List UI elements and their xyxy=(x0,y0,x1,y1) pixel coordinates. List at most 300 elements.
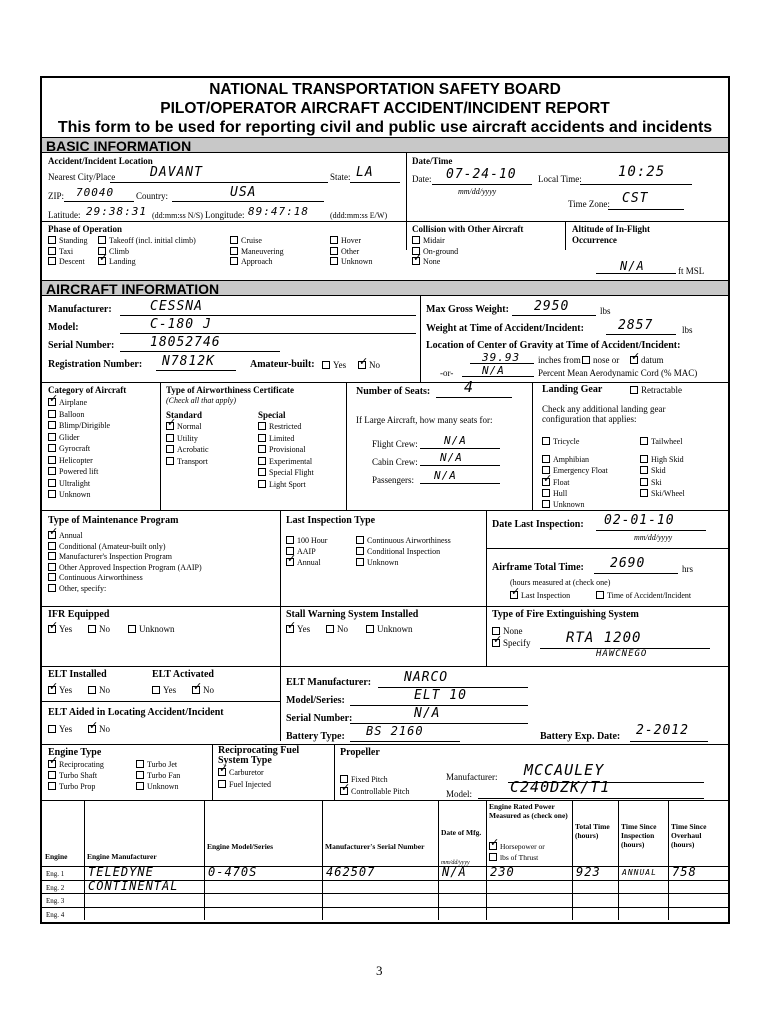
checkbox[interactable] xyxy=(258,480,266,488)
stall-no[interactable] xyxy=(326,624,348,634)
checkbox-label: Gyrocraft xyxy=(59,444,91,453)
cg-mac-value[interactable]: N/A xyxy=(482,364,505,377)
checkbox[interactable] xyxy=(166,422,174,430)
checkbox-label: Reciprocating xyxy=(59,760,104,769)
altitude-heading-2: Occurrence xyxy=(572,235,617,245)
checkbox[interactable] xyxy=(48,625,56,633)
fuel-heading-2: System Type xyxy=(218,755,272,766)
elt-installed-heading: ELT Installed xyxy=(48,669,107,680)
checkbox[interactable] xyxy=(542,478,550,486)
form-title: PILOT/OPERATOR AIRCRAFT ACCIDENT/INCIDENT REPORT xyxy=(160,100,610,117)
gear-float[interactable] xyxy=(542,478,569,488)
engine-table-header-2: Engine Model/Series xyxy=(207,842,274,851)
prop-model-label: Model: xyxy=(446,789,472,799)
checkbox-label: High Skid xyxy=(651,455,684,464)
checkbox[interactable] xyxy=(48,456,56,464)
flight-crew-value[interactable]: N/A xyxy=(444,434,467,447)
gear-unknown[interactable] xyxy=(542,500,585,510)
elt-battery-label: Battery Type: xyxy=(286,731,345,742)
checkbox[interactable] xyxy=(48,490,56,498)
manufacturer-value[interactable]: CESSNA xyxy=(150,299,203,314)
checkbox[interactable] xyxy=(48,531,56,539)
gear-skid[interactable] xyxy=(640,466,666,476)
checkbox-label: Standing xyxy=(59,236,88,245)
checkbox-label: Normal xyxy=(177,422,202,431)
fire-value-1[interactable]: RTA 1200 xyxy=(566,630,642,646)
checkbox-label: Light Sport xyxy=(269,479,306,489)
engine-cell-power[interactable]: 230 xyxy=(490,865,515,879)
checkbox[interactable] xyxy=(258,445,266,453)
category-gyrocraft[interactable] xyxy=(48,444,90,454)
latitude-label: Latitude: xyxy=(48,210,81,220)
aw-special-special-flight[interactable] xyxy=(258,468,314,478)
elt-mfr-value[interactable]: NARCO xyxy=(404,670,449,685)
checkbox-label: No xyxy=(99,624,110,634)
amateur-label: Amateur-built: xyxy=(250,359,315,370)
registration-label: Registration Number: xyxy=(48,359,143,370)
prop-mfr-value[interactable]: MCCAULEY xyxy=(524,761,605,779)
ifr-heading: IFR Equipped xyxy=(48,609,110,620)
checkbox[interactable] xyxy=(542,489,550,497)
last-insp-annual[interactable] xyxy=(286,558,321,568)
engine-power-lbs-of-thrust[interactable] xyxy=(489,853,538,863)
checkbox[interactable] xyxy=(48,410,56,418)
engine-cell-since_insp[interactable]: ANNUAL xyxy=(622,868,657,877)
prop-fixed[interactable]: Fixed Pitch xyxy=(340,775,388,785)
weight-at-time-label: Weight at Time of Accident/Incident: xyxy=(426,323,584,334)
maint-manufacturer-s-inspection-program[interactable] xyxy=(48,552,172,562)
checkbox[interactable] xyxy=(230,247,238,255)
engine-cell-date[interactable]: N/A xyxy=(442,865,467,879)
engine-type-turbo-jet[interactable] xyxy=(136,760,177,770)
elt-mfr-label: ELT Manufacturer: xyxy=(286,677,372,688)
checkbox-label: Continuous Airworthiness xyxy=(367,536,451,545)
country-value[interactable]: USA xyxy=(230,185,257,200)
checkbox[interactable] xyxy=(48,247,56,255)
local-time-label: Local Time: xyxy=(538,174,582,184)
cg-datum[interactable]: ✓ datum xyxy=(630,355,664,365)
checkbox-label: Tricycle xyxy=(553,437,580,446)
checkbox[interactable] xyxy=(128,625,136,633)
checkbox[interactable] xyxy=(640,455,648,463)
checkbox[interactable] xyxy=(230,257,238,265)
latitude-format: (dd:mm:ss N/S) xyxy=(152,211,203,220)
checkbox[interactable] xyxy=(48,398,56,406)
checkbox[interactable] xyxy=(640,437,648,445)
cg-nose[interactable]: nose or xyxy=(582,355,619,365)
checkbox-label: Unknown xyxy=(139,624,175,634)
gear-amphibian[interactable] xyxy=(542,455,589,465)
seats-value[interactable]: 4 xyxy=(464,378,475,396)
checkbox[interactable] xyxy=(88,625,96,633)
time-zone-label: Time Zone: xyxy=(568,199,610,209)
category-ultralight[interactable] xyxy=(48,479,90,489)
section-aircraft-information: AIRCRAFT INFORMATION xyxy=(42,280,728,296)
checkbox-label: Cruise xyxy=(241,236,262,245)
gear-hull[interactable] xyxy=(542,489,567,499)
elt-installed-yes[interactable]: ✓Yes xyxy=(48,685,72,695)
checkbox-label: Acrobatic xyxy=(177,445,209,454)
checkbox[interactable] xyxy=(48,257,56,265)
checkbox-label: Experimental xyxy=(269,456,313,466)
special-label: Special xyxy=(258,410,286,420)
gear-tailwheel[interactable] xyxy=(640,437,682,447)
checkbox[interactable] xyxy=(166,434,174,442)
stall-yes[interactable] xyxy=(286,624,310,634)
aw-special-experimental[interactable] xyxy=(258,457,312,467)
phase-cruise[interactable] xyxy=(230,236,262,246)
latitude-value[interactable]: 29:38:31 xyxy=(86,205,147,218)
checkbox-label: Conditional Inspection xyxy=(367,547,441,556)
zip-label: ZIP: xyxy=(48,191,65,201)
date-value[interactable]: 07-24-10 xyxy=(446,167,517,182)
elt-exp-label: Battery Exp. Date: xyxy=(540,731,621,742)
phase-standing[interactable] xyxy=(48,236,87,246)
amateur-yes[interactable]: Yes xyxy=(322,360,346,370)
checkbox[interactable] xyxy=(489,842,497,850)
maint-conditional-amateur-built-only[interactable] xyxy=(48,542,166,552)
phase-takeoff-incl-initial-climb[interactable] xyxy=(98,236,196,246)
checkbox[interactable] xyxy=(330,236,338,244)
weight-at-time-value[interactable]: 2857 xyxy=(618,318,654,333)
phase-unknown[interactable] xyxy=(330,257,373,267)
fuel-carburetor[interactable]: ✓Carburetor xyxy=(218,768,264,778)
checkbox[interactable] xyxy=(136,782,144,790)
fuel-injected[interactable]: Fuel Injected xyxy=(218,780,271,790)
checkbox[interactable] xyxy=(330,247,338,255)
aw-special-limited[interactable] xyxy=(258,434,294,444)
engine-type-reciprocating[interactable] xyxy=(48,760,104,770)
phase-other[interactable] xyxy=(330,247,359,257)
checkbox-label: Limited xyxy=(269,433,295,443)
retractable[interactable]: Retractable xyxy=(630,385,682,395)
checkbox[interactable] xyxy=(640,478,648,486)
category-balloon[interactable] xyxy=(48,410,84,420)
checkbox-label: Hover xyxy=(341,236,361,245)
checkbox[interactable] xyxy=(330,257,338,265)
engine-type-turbo-prop[interactable] xyxy=(48,782,95,792)
checkbox-label: Helicopter xyxy=(59,455,93,465)
ifr-no[interactable] xyxy=(88,624,110,634)
category-airplane[interactable] xyxy=(48,398,87,408)
elt-activated-yes[interactable]: Yes xyxy=(152,685,176,695)
maint-other-approved-inspection-program-aaip[interactable] xyxy=(48,563,202,573)
checkbox-label: Unknown xyxy=(341,257,373,266)
time-zone-value[interactable]: CST xyxy=(622,191,649,206)
last-insp-unknown[interactable] xyxy=(356,558,399,568)
engine-power-horsepower-or[interactable] xyxy=(489,842,545,852)
propeller-heading: Propeller xyxy=(340,747,380,758)
airframe-value[interactable]: 2690 xyxy=(610,556,646,571)
checkbox[interactable] xyxy=(640,466,648,474)
gear-high-skid[interactable] xyxy=(640,455,684,465)
checkbox[interactable] xyxy=(326,625,334,633)
aw-standard-utility[interactable] xyxy=(166,434,198,444)
checkbox[interactable] xyxy=(356,558,364,566)
last-insp-100-hour[interactable] xyxy=(286,536,327,546)
checkbox[interactable] xyxy=(136,771,144,779)
category-helicopter[interactable] xyxy=(48,456,93,466)
checkbox[interactable] xyxy=(258,457,266,465)
aw-standard-normal[interactable] xyxy=(166,422,201,432)
checkbox[interactable] xyxy=(48,421,56,429)
large-aircraft-label: If Large Aircraft, how many seats for: xyxy=(356,415,493,425)
registration-value[interactable]: N7812K xyxy=(162,354,215,369)
checkbox-label: Special Flight xyxy=(269,468,314,477)
aw-standard-transport[interactable] xyxy=(166,457,208,467)
zip-value[interactable]: 70040 xyxy=(76,186,115,199)
elt-model-value[interactable]: ELT 10 xyxy=(414,688,467,703)
engine-cell-eng: Eng. 1 xyxy=(46,870,65,878)
altitude-value[interactable]: N/A xyxy=(620,259,645,273)
model-label: Model: xyxy=(48,322,79,333)
checkbox[interactable] xyxy=(286,625,294,633)
checkbox-label: Other xyxy=(341,246,360,256)
checkbox-label: Provisional xyxy=(269,445,306,454)
checkbox[interactable] xyxy=(356,536,364,544)
airworthiness-heading: Type of Airworthiness Certificate xyxy=(166,385,295,395)
engine-date-format: mm/dd/yyyy xyxy=(441,860,470,866)
checkbox[interactable] xyxy=(48,771,56,779)
engine-type-turbo-shaft[interactable] xyxy=(48,771,97,781)
checkbox[interactable] xyxy=(48,584,56,592)
airframe-note: (hours measured at (check one) xyxy=(510,578,611,587)
state-label: State: xyxy=(330,172,351,182)
checkbox-label: Ski xyxy=(651,478,662,487)
engine-table-header-8: Time Since Overhaul (hours) xyxy=(671,822,707,849)
checkbox-label: Approach xyxy=(241,257,273,266)
last-insp-conditional-inspection[interactable] xyxy=(356,547,440,557)
engine-type-heading: Engine Type xyxy=(48,747,102,758)
longitude-format: (ddd:mm:ss E/W) xyxy=(330,211,388,220)
passengers-value[interactable]: N/A xyxy=(434,469,457,482)
checkbox[interactable] xyxy=(48,563,56,571)
checkbox-label: None xyxy=(423,257,441,266)
cg-value[interactable]: 39.93 xyxy=(482,351,521,364)
category-glider[interactable] xyxy=(48,433,79,443)
checkbox[interactable] xyxy=(489,853,497,861)
checkbox-label: Descent xyxy=(59,257,85,266)
model-value[interactable]: C-180 J xyxy=(150,317,212,332)
phase-maneuvering[interactable] xyxy=(230,247,284,257)
category-blimp-dirigible[interactable] xyxy=(48,421,110,431)
elt-battery-value[interactable]: BS 2160 xyxy=(366,724,424,738)
engine-cell-mfr[interactable]: CONTINENTAL xyxy=(88,878,179,893)
mgw-unit: lbs xyxy=(600,306,611,316)
cg-text: inches from xyxy=(538,355,581,365)
checkbox-label: Yes xyxy=(297,624,311,634)
checkbox[interactable] xyxy=(286,558,294,566)
checkbox[interactable] xyxy=(542,500,550,508)
checkbox-label: Taxi xyxy=(59,246,74,256)
collision-midair[interactable] xyxy=(412,236,445,246)
checkbox-label: Emergency Float xyxy=(553,466,608,475)
serial-value[interactable]: 18052746 xyxy=(150,335,221,350)
collision-heading: Collision with Other Aircraft xyxy=(412,224,524,234)
checkbox[interactable] xyxy=(258,468,266,476)
engine-table-header-3: Manufacturer's Serial Number xyxy=(325,842,425,851)
checkbox[interactable] xyxy=(166,457,174,465)
gear-ski-wheel[interactable] xyxy=(640,489,685,499)
checkbox[interactable] xyxy=(48,444,56,452)
category-powered-lift[interactable] xyxy=(48,467,98,477)
engine-table-header-6: Total Time (hours) xyxy=(575,822,610,840)
category-unknown[interactable] xyxy=(48,490,91,500)
checkbox-label: Utility xyxy=(177,433,198,443)
page-number: 3 xyxy=(376,963,383,978)
checkbox-label: On-ground xyxy=(423,246,459,256)
date-last-inspection-value[interactable]: 02-01-10 xyxy=(604,513,675,528)
checkbox-label: Conditional (Amateur-built only) xyxy=(59,541,166,551)
fire-value-2[interactable]: HAWCNEGO xyxy=(596,649,648,659)
phase-hover[interactable] xyxy=(330,236,361,246)
checkbox[interactable] xyxy=(98,236,106,244)
max-gross-weight-value[interactable]: 2950 xyxy=(534,299,570,314)
ifr-yes[interactable] xyxy=(48,624,72,634)
cabin-crew-label: Cabin Crew: xyxy=(372,457,418,467)
engine-type-unknown[interactable] xyxy=(136,782,179,792)
maintenance-heading: Type of Maintenance Program xyxy=(48,515,179,526)
checkbox[interactable] xyxy=(48,573,56,581)
flight-crew-label: Flight Crew: xyxy=(372,439,418,449)
amateur-no[interactable]: ✓ No xyxy=(358,360,380,370)
checkbox-label: Takeoff (incl. initial climb) xyxy=(109,236,196,245)
prop-controllable[interactable]: ✓Controllable Pitch xyxy=(340,787,409,797)
engine-cell-serial[interactable]: 462507 xyxy=(326,865,376,879)
checkbox-label: Unknown xyxy=(553,500,585,509)
engine-cell-mfr[interactable]: TELEDYNE xyxy=(88,865,154,879)
checkbox[interactable] xyxy=(136,760,144,768)
maint-annual[interactable] xyxy=(48,531,83,541)
checkbox-label: Blimp/Dirigible xyxy=(59,421,111,430)
aw-special-provisional[interactable] xyxy=(258,445,305,455)
checkbox-label: Unknown xyxy=(377,624,413,634)
checkbox-label: AAIP xyxy=(297,547,316,556)
elt-exp-value[interactable]: 2-2012 xyxy=(636,723,689,738)
airframe-last-inspection[interactable]: ✓Last Inspection xyxy=(510,591,570,601)
city-value[interactable]: DAVANT xyxy=(150,165,203,180)
fire-none[interactable]: None xyxy=(492,626,523,636)
altitude-unit: ft MSL xyxy=(678,266,705,276)
phase-landing[interactable] xyxy=(98,257,136,267)
elt-aided-no[interactable]: ✓ No xyxy=(88,724,110,734)
checkbox[interactable] xyxy=(48,236,56,244)
checkbox[interactable] xyxy=(258,422,266,430)
checkbox[interactable] xyxy=(366,625,374,633)
checkbox[interactable] xyxy=(48,542,56,550)
collision-none[interactable] xyxy=(412,257,440,267)
checkbox[interactable] xyxy=(166,445,174,453)
last-inspection-heading: Last Inspection Type xyxy=(286,515,376,526)
date-last-format: mm/dd/yyyy xyxy=(634,533,673,542)
city-label: Nearest City/Place xyxy=(48,172,116,182)
ifr-unknown[interactable] xyxy=(128,624,175,634)
section-basic-information: BASIC INFORMATION xyxy=(42,137,728,153)
checkbox-label: Turbo Shaft xyxy=(59,771,98,780)
prop-model-value[interactable]: C240DZK/T1 xyxy=(510,778,611,796)
last-insp-continuous-airworthiness[interactable] xyxy=(356,536,451,546)
checkbox[interactable] xyxy=(412,236,420,244)
elt-aided-heading: ELT Aided in Locating Accident/Incident xyxy=(48,707,224,718)
standard-label: Standard xyxy=(166,410,203,420)
aw-special-restricted[interactable] xyxy=(258,422,301,432)
stall-unknown[interactable] xyxy=(366,624,413,634)
engine-cell-model[interactable]: 0-470S xyxy=(208,865,258,879)
checkbox-label: Midair xyxy=(423,236,445,245)
checkbox-label: Tailwheel xyxy=(651,437,683,446)
checkbox[interactable] xyxy=(98,257,106,265)
checkbox-label: Turbo Jet xyxy=(147,760,178,769)
checkbox[interactable] xyxy=(286,536,294,544)
elt-activated-no[interactable]: ✓ No xyxy=(192,685,214,695)
checkbox[interactable] xyxy=(258,434,266,442)
checkbox[interactable] xyxy=(48,760,56,768)
checkbox-label: No xyxy=(337,624,348,634)
gear-ski[interactable] xyxy=(640,478,662,488)
checkbox-label: Powered lift xyxy=(59,467,99,476)
elt-serial-value[interactable]: N/A xyxy=(414,706,441,721)
checkbox-label: Hull xyxy=(553,489,568,498)
engine-cell-since_oh[interactable]: 758 xyxy=(672,865,697,879)
checkbox-label: Annual xyxy=(59,531,83,540)
checkbox-label: Continuous Airworthiness xyxy=(59,573,143,582)
elt-aided-yes[interactable]: Yes xyxy=(48,724,72,734)
maint-continuous-airworthiness[interactable] xyxy=(48,573,143,583)
date-label: Date: xyxy=(412,174,432,184)
airframe-time-of-accident[interactable]: Time of Accident/Incident xyxy=(596,591,691,601)
checkbox[interactable] xyxy=(48,782,56,790)
checkbox[interactable] xyxy=(542,455,550,463)
local-time-value[interactable]: 10:25 xyxy=(618,164,666,180)
checkbox[interactable] xyxy=(48,479,56,487)
engine-table-header-0: Engine xyxy=(45,852,68,861)
stall-heading: Stall Warning System Installed xyxy=(286,609,419,620)
engine-type-turbo-fan[interactable] xyxy=(136,771,180,781)
checkbox[interactable] xyxy=(412,257,420,265)
checkbox-label: 100 Hour xyxy=(297,536,328,545)
checkbox[interactable] xyxy=(230,236,238,244)
gear-tricycle[interactable] xyxy=(542,437,579,447)
phase-taxi[interactable] xyxy=(48,247,73,257)
maint-other-specify[interactable] xyxy=(48,584,106,594)
checkbox-label: Airplane xyxy=(59,398,87,407)
elt-installed-no[interactable]: No xyxy=(88,685,110,695)
airframe-unit: hrs xyxy=(682,564,693,574)
aw-standard-acrobatic[interactable] xyxy=(166,445,209,455)
fire-specify[interactable]: ✓Specify xyxy=(492,638,531,648)
checkbox[interactable] xyxy=(48,433,56,441)
form-header xyxy=(42,80,728,137)
form-subtitle: This form to be used for reporting civil and public use aircraft accidents and incidents xyxy=(57,119,713,136)
checkbox-label: Unknown xyxy=(59,490,91,499)
phase-descent[interactable] xyxy=(48,257,85,267)
checkbox[interactable] xyxy=(542,437,550,445)
checkbox[interactable] xyxy=(640,489,648,497)
checkbox[interactable] xyxy=(356,547,364,555)
engine-table-header-5: Engine Rated Power Measured as (check one) xyxy=(489,802,568,820)
checkbox[interactable] xyxy=(48,552,56,560)
state-value[interactable]: LA xyxy=(356,165,374,180)
checkbox-label: Horsepower or xyxy=(500,842,545,851)
phase-approach[interactable] xyxy=(230,257,273,267)
elt-activated-heading: ELT Activated xyxy=(152,669,214,680)
checkbox[interactable] xyxy=(48,467,56,475)
checkbox-label: Landing xyxy=(109,257,136,266)
cabin-crew-value[interactable]: N/A xyxy=(440,451,463,464)
aw-special-light-sport[interactable] xyxy=(258,480,306,490)
engine-cell-total[interactable]: 923 xyxy=(576,865,601,879)
longitude-value[interactable]: 89:47:18 xyxy=(248,205,309,218)
